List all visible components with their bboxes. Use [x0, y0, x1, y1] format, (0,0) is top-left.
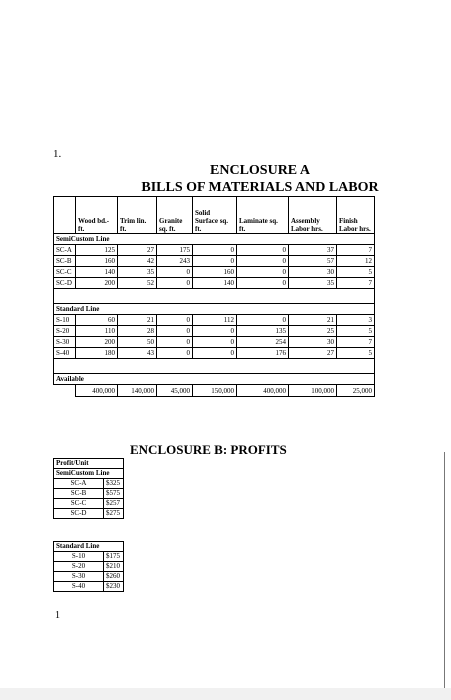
row-label: S-20: [54, 326, 76, 337]
table-row: [54, 562, 124, 572]
bom-header-cell: Solid Surface sq. ft.: [193, 197, 237, 234]
bom-header-row: [54, 197, 375, 234]
table-row: [54, 315, 375, 326]
table-cell: 7: [337, 337, 375, 348]
table-cell: 0: [237, 278, 289, 289]
row-label: SC-C: [54, 267, 76, 278]
table-cell: 60: [76, 315, 118, 326]
profit-section-standard: Standard Line: [54, 542, 124, 552]
table-cell: 0: [237, 245, 289, 256]
enclosure-a-title: ENCLOSURE A: [210, 163, 310, 178]
row-label: S-40: [54, 348, 76, 359]
product-name: S-40: [54, 582, 104, 592]
profit-header: Profit/Unit: [54, 459, 124, 469]
profit-value: $275: [104, 509, 124, 519]
table-cell: 7: [337, 245, 375, 256]
table-row: [54, 479, 124, 489]
table-cell: 200: [76, 337, 118, 348]
product-name: S-30: [54, 572, 104, 582]
table-cell: 27: [289, 348, 337, 359]
profit-value: $257: [104, 499, 124, 509]
table-row: [54, 572, 124, 582]
product-name: SC-B: [54, 489, 104, 499]
table-row: [54, 256, 375, 267]
row-label: SC-B: [54, 256, 76, 267]
table-cell: 254: [237, 337, 289, 348]
table-cell: 52: [118, 278, 157, 289]
product-name: S-10: [54, 552, 104, 562]
table-cell: 0: [157, 326, 193, 337]
table-cell: 140: [76, 267, 118, 278]
spacer-row: [54, 519, 124, 542]
table-cell: 57: [289, 256, 337, 267]
bom-header-cell: [54, 197, 76, 234]
table-cell: 28: [118, 326, 157, 337]
table-cell: 0: [157, 337, 193, 348]
margin-rule: [444, 452, 445, 692]
table-cell: 200: [76, 278, 118, 289]
profit-table: [53, 458, 124, 592]
row-label: S-10: [54, 315, 76, 326]
row-label: SC-D: [54, 278, 76, 289]
section-label-standard: Standard Line: [54, 304, 375, 315]
table-cell: 0: [193, 245, 237, 256]
table-cell: 25: [289, 326, 337, 337]
table-row: [54, 509, 124, 519]
table-cell: 140: [193, 278, 237, 289]
table-cell: 175: [157, 245, 193, 256]
table-row: [54, 337, 375, 348]
table-cell: 5: [337, 348, 375, 359]
section-label-available: Available: [54, 374, 375, 385]
table-row: [54, 348, 375, 359]
table-cell: 7: [337, 278, 375, 289]
row-label: SC-A: [54, 245, 76, 256]
table-cell: 160: [193, 267, 237, 278]
table-row: [54, 499, 124, 509]
table-cell: 0: [157, 267, 193, 278]
table-cell: 0: [157, 278, 193, 289]
available-cell: 400,000: [237, 385, 289, 397]
profit-value: $230: [104, 582, 124, 592]
table-cell: 30: [289, 337, 337, 348]
enclosure-b-title: ENCLOSURE B: PROFITS: [130, 442, 287, 457]
table-cell: 5: [337, 326, 375, 337]
table-cell: 21: [118, 315, 157, 326]
table-cell: 0: [193, 348, 237, 359]
table-cell: 43: [118, 348, 157, 359]
bom-header-cell: Granite sq. ft.: [157, 197, 193, 234]
table-cell: 135: [237, 326, 289, 337]
available-blank-cell: [54, 385, 76, 397]
page-label: 1.: [53, 148, 62, 160]
table-row: [54, 245, 375, 256]
table-cell: 160: [76, 256, 118, 267]
bottom-strip: [0, 688, 451, 700]
profit-standard-rows: [54, 552, 124, 592]
semicustom-rows: [54, 245, 375, 289]
available-cell: 45,000: [157, 385, 193, 397]
table-cell: 3: [337, 315, 375, 326]
profit-value: $260: [104, 572, 124, 582]
available-cell: 150,000: [193, 385, 237, 397]
product-name: S-20: [54, 562, 104, 572]
table-cell: 0: [193, 337, 237, 348]
table-row: [54, 326, 375, 337]
table-cell: 0: [237, 267, 289, 278]
table-cell: 30: [289, 267, 337, 278]
standard-rows: [54, 315, 375, 359]
table-cell: 176: [237, 348, 289, 359]
table-cell: 243: [157, 256, 193, 267]
profit-value: $210: [104, 562, 124, 572]
table-cell: 37: [289, 245, 337, 256]
footer-page-number: 1: [55, 610, 60, 621]
product-name: SC-A: [54, 479, 104, 489]
table-cell: 42: [118, 256, 157, 267]
bill-of-materials-table: [53, 196, 375, 397]
available-cell: 100,000: [289, 385, 337, 397]
available-cell: 140,000: [118, 385, 157, 397]
table-cell: 0: [157, 315, 193, 326]
bom-header-cell: Finish Labor hrs.: [337, 197, 375, 234]
table-cell: 50: [118, 337, 157, 348]
profit-value: $575: [104, 489, 124, 499]
table-cell: 35: [289, 278, 337, 289]
table-row: [54, 489, 124, 499]
table-cell: 0: [193, 256, 237, 267]
spacer-row: [54, 289, 375, 304]
bom-header-cell: Laminate sq. ft.: [237, 197, 289, 234]
table-cell: 5: [337, 267, 375, 278]
row-label: S-30: [54, 337, 76, 348]
table-cell: 110: [76, 326, 118, 337]
spacer-row: [54, 359, 375, 374]
table-cell: 0: [237, 256, 289, 267]
table-row: [54, 278, 375, 289]
section-label-semicustom: SemiCustom Line: [54, 234, 375, 245]
table-cell: 180: [76, 348, 118, 359]
profit-value: $175: [104, 552, 124, 562]
available-cell: 25,000: [337, 385, 375, 397]
bom-header-cell: Wood bd.-ft.: [76, 197, 118, 234]
table-cell: 12: [337, 256, 375, 267]
profit-section-semicustom: SemiCustom Line: [54, 469, 124, 479]
table-cell: 125: [76, 245, 118, 256]
table-row: [54, 267, 375, 278]
available-row: [54, 385, 375, 397]
table-row: [54, 582, 124, 592]
product-name: SC-C: [54, 499, 104, 509]
enclosure-a-heading: [120, 164, 400, 195]
table-cell: 35: [118, 267, 157, 278]
table-cell: 0: [237, 315, 289, 326]
enclosure-a-subtitle: BILLS OF MATERIALS AND LABOR: [141, 180, 379, 195]
table-cell: 21: [289, 315, 337, 326]
available-cell: 400,000: [76, 385, 118, 397]
bom-header-cell: Trim lin. ft.: [118, 197, 157, 234]
profit-value: $325: [104, 479, 124, 489]
product-name: SC-D: [54, 509, 104, 519]
profit-semicustom-rows: [54, 479, 124, 519]
bom-header-cell: Assembly Labor hrs.: [289, 197, 337, 234]
table-cell: 112: [193, 315, 237, 326]
table-cell: 0: [157, 348, 193, 359]
table-cell: 27: [118, 245, 157, 256]
table-cell: 0: [193, 326, 237, 337]
table-row: [54, 552, 124, 562]
